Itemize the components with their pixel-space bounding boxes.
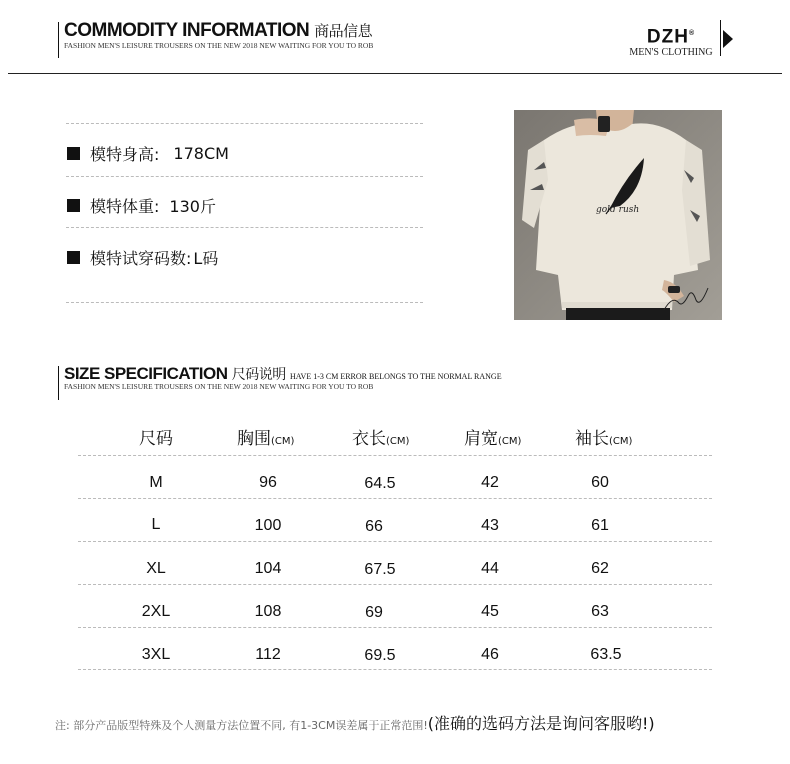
header-label: 衣长 — [352, 429, 386, 449]
brand-registered-mark: ® — [688, 30, 696, 37]
size-note: HAVE 1-3 CM ERROR BELONGS TO THE NORMAL RANGE — [290, 372, 502, 381]
table-divider — [78, 669, 712, 670]
brand-divider — [720, 20, 721, 56]
table-divider — [78, 584, 712, 585]
info-row-size — [67, 246, 218, 269]
size-title — [64, 364, 502, 384]
table-divider — [78, 455, 712, 456]
arrow-right-icon — [723, 30, 733, 48]
header-unit: (CM) — [271, 436, 295, 447]
info-label: 模特体重: — [90, 197, 160, 216]
header-subtitle: FASHION MEN'S LEISURE TROUSERS ON THE NEW 2018 NEW WAITING FOR YOU TO ROB — [64, 41, 374, 50]
cell-sleeve: 63 — [591, 603, 609, 620]
page-title-cn: 商品信息 — [314, 22, 373, 40]
header-unit: (CM) — [386, 436, 410, 447]
header-label: 袖长 — [575, 429, 609, 449]
cell-length: 66 — [365, 518, 383, 535]
cell-size: 2XL — [141, 603, 171, 620]
sweater-illustration — [514, 110, 722, 320]
info-value: L码 — [193, 249, 219, 268]
table-divider — [78, 541, 712, 542]
cell-size: 3XL — [141, 646, 171, 663]
table-divider — [78, 498, 712, 499]
product-photo — [514, 110, 722, 320]
size-title-en: SIZE SPECIFICATION — [64, 364, 228, 383]
header-accent-bar — [58, 22, 59, 58]
cell-length: 67.5 — [364, 561, 396, 578]
cell-chest: 108 — [254, 603, 282, 620]
cell-shoulder: 42 — [481, 474, 499, 491]
header-label: 肩宽 — [464, 429, 498, 449]
header-label: 胸围 — [237, 429, 271, 449]
cell-size: M — [149, 474, 163, 491]
square-bullet-icon — [67, 147, 80, 160]
cell-sleeve: 60 — [591, 474, 609, 491]
table-header — [352, 424, 409, 449]
table-divider — [78, 627, 712, 628]
cell-chest: 104 — [254, 560, 282, 577]
cell-sleeve: 62 — [591, 560, 609, 577]
footer-note-large: (准确的选码方法是询问客服哟!) — [427, 714, 655, 733]
table-header — [237, 424, 294, 449]
cell-sleeve: 63.5 — [590, 646, 622, 663]
page-title — [64, 20, 372, 42]
cell-length: 69 — [365, 604, 383, 621]
square-bullet-icon — [67, 251, 80, 264]
cell-shoulder: 44 — [481, 560, 499, 577]
cell-shoulder: 45 — [481, 603, 499, 620]
size-subtitle: FASHION MEN'S LEISURE TROUSERS ON THE NEW 2018 NEW WAITING FOR YOU TO ROB — [64, 382, 374, 391]
cell-chest: 112 — [255, 646, 281, 663]
header-unit: (CM) — [609, 436, 633, 447]
cell-length: 69.5 — [364, 647, 396, 664]
square-bullet-icon — [67, 199, 80, 212]
cell-sleeve: 61 — [591, 517, 609, 534]
info-label: 模特身高: — [90, 145, 160, 164]
footer-note-small: 注: 部分产品版型特殊及个人测量方法位置不同, 有1-3CM误差属于正常范围! — [55, 719, 428, 732]
footer-note — [55, 711, 655, 734]
info-label: 模特试穿码数: — [90, 249, 192, 268]
cell-chest: 100 — [254, 517, 282, 534]
cell-shoulder: 43 — [481, 517, 499, 534]
size-accent-bar — [58, 366, 59, 400]
brand-subtitle: MEN'S CLOTHING — [629, 47, 713, 59]
info-value: 178CM — [173, 144, 229, 163]
cell-size: XL — [146, 560, 166, 577]
page-title-en: COMMODITY INFORMATION — [64, 20, 310, 41]
cell-size: L — [151, 516, 161, 533]
sweater-print-text: gold rush — [596, 205, 640, 215]
table-header — [139, 424, 173, 449]
info-value: 130斤 — [169, 197, 216, 216]
cell-chest: 96 — [259, 474, 277, 491]
table-header — [575, 424, 632, 449]
info-divider — [66, 176, 423, 177]
info-divider — [66, 227, 423, 228]
header-rule — [8, 73, 782, 74]
info-divider — [66, 123, 423, 124]
info-row-height — [67, 142, 229, 165]
size-title-cn: 尺码说明 — [231, 367, 286, 383]
table-header — [464, 424, 521, 449]
info-row-weight — [67, 194, 216, 217]
brand-logo — [625, 24, 717, 59]
info-divider — [66, 302, 423, 303]
cell-shoulder: 46 — [481, 646, 499, 663]
cell-length: 64.5 — [364, 475, 396, 492]
header-label: 尺码 — [139, 429, 173, 449]
brand-name: DZH — [646, 26, 689, 48]
header-unit: (CM) — [498, 436, 522, 447]
